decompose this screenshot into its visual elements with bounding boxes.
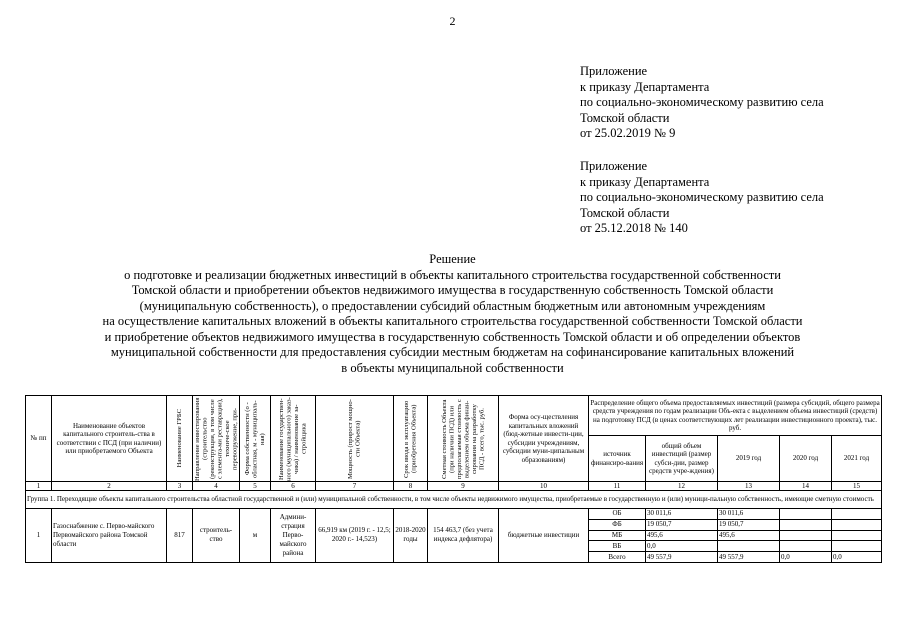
column-number: 13 xyxy=(718,482,780,491)
table-row xyxy=(26,509,882,520)
header-direction xyxy=(193,396,240,482)
funding-2020 xyxy=(780,541,832,552)
row-ownership: м xyxy=(240,509,271,563)
header-funding-source: источник финансиро-вания xyxy=(589,436,646,482)
row-form: бюджетные инвестиции xyxy=(499,509,589,563)
funding-2019: 49 557,9 xyxy=(718,552,780,563)
funding-total: 49 557,9 xyxy=(646,552,718,563)
appendix-line: Приложение xyxy=(580,64,648,78)
funding-2020 xyxy=(780,530,832,541)
decision-line: муниципальной собственности для предоставления субсидии местным бюджетам на софинансирование капитальных вложений xyxy=(110,345,795,359)
header-number: № пп xyxy=(26,396,52,482)
row-cost: 154 463,7 (без учета индекса дефлятора) xyxy=(428,509,499,563)
funding-total: 30 011,6 xyxy=(646,509,718,520)
appendix-line: к приказу Департамента xyxy=(580,174,710,189)
header-year-2019: 2019 год xyxy=(718,436,780,482)
decision-line: на осуществление капитальных вложений в объекты капитального строительства государственной собственности Томской области xyxy=(102,314,803,328)
header-grbs-text: Наименование ГРБС xyxy=(175,409,183,468)
row-customer: Админи-страция Перво-майского района xyxy=(271,509,316,563)
header-customer-text: Наименование государствен-ного (муниципального) заказ-чика) / наименование за-стройщика xyxy=(278,396,308,481)
funding-2020: 0,0 xyxy=(780,552,832,563)
decision-line: (муниципальную собственность), о предоставлении субсидий областным бюджетным или автономным учреждениям xyxy=(139,298,766,313)
appendix-line: от 25.12.2018 № 140 xyxy=(580,221,688,235)
appendix-line: от 25.02.2019 № 9 xyxy=(580,126,676,140)
column-number: 4 xyxy=(193,482,240,491)
header-direction-text: Направление инвестирования (строительство (реконструкция, в том числе с элемента-ми реставрации), техниче-ское перевооружение, при- xyxy=(194,396,239,481)
decision-line: и приобретение объектов недвижимого имущества в государственную собственность Томской области и об определении объектов xyxy=(104,329,801,344)
header-ownership xyxy=(240,396,271,482)
funding-2021 xyxy=(832,530,882,541)
header-term-text: Срок ввода в эксплуатацию (приобретения Объекта) xyxy=(403,399,418,478)
row-capacity: 66,919 км (2019 г. - 12,5; 2020 г.- 14,523) xyxy=(316,509,394,563)
funding-2020 xyxy=(780,509,832,520)
column-number: 3 xyxy=(167,482,193,491)
row-number: 1 xyxy=(26,509,52,563)
appendix-block-1 xyxy=(580,64,824,142)
header-distribution: Распределение общего объема предоставляемых инвестиций (размера субсидий, общего размера средств учреждения по годам реализации Объ-екта с выделением объема инвестиций (средств) на подготовку ПСД (в ценах соответствующих лет реализации инвестиционного проекта), тыс. руб. xyxy=(589,396,882,436)
header-capacity-text: Мощность (прирост мощно-сти Объекта) xyxy=(347,398,362,479)
decision-line: Томской области и приобретении объектов недвижимого имущества в государственную собственность Томской области xyxy=(131,283,774,297)
column-number: 14 xyxy=(780,482,832,491)
row-direction: строитель-ство xyxy=(193,509,240,563)
funding-2021 xyxy=(832,541,882,552)
column-number: 8 xyxy=(394,482,428,491)
header-grbs xyxy=(167,396,193,482)
column-number: 12 xyxy=(646,482,718,491)
funding-source: МБ xyxy=(589,530,646,541)
decision-heading xyxy=(0,252,905,376)
appendix-line: Томской области xyxy=(580,110,670,125)
header-year-2021: 2021 год xyxy=(832,436,882,482)
row-grbs: 817 xyxy=(167,509,193,563)
column-number: 2 xyxy=(52,482,167,491)
funding-total: 495,6 xyxy=(646,530,718,541)
header-cost-text: Сметная стоимость Объекта (при наличии ПСД) или предполагаемая стоимость с выделением объема финан-сирования на разработку ПСД - всего, тыс. руб. xyxy=(440,398,485,479)
header-cost xyxy=(428,396,499,482)
decision-title: Решение xyxy=(429,252,476,266)
appendix-line: по социально-экономическому развитию села xyxy=(580,95,824,109)
funding-2020 xyxy=(780,519,832,530)
decision-line: о подготовке и реализации бюджетных инвестиций в объекты капитального строительства государственной собственности xyxy=(124,267,781,282)
header-year-2020: 2020 год xyxy=(780,436,832,482)
appendix-line: Томской области xyxy=(580,205,670,220)
funding-2019: 19 050,7 xyxy=(718,519,780,530)
page-number: 2 xyxy=(449,14,456,28)
decision-line: в объекты муниципальной собственности xyxy=(341,360,564,375)
funding-source: ФБ xyxy=(589,519,646,530)
header-capacity xyxy=(316,396,394,482)
appendix-block-2 xyxy=(580,159,824,237)
column-number: 9 xyxy=(428,482,499,491)
funding-2021 xyxy=(832,519,882,530)
header-ownership-text: Форма собственности (о - областная, м - муниципаль-ная) xyxy=(243,399,266,478)
funding-source: Всего xyxy=(589,552,646,563)
funding-source: ВБ xyxy=(589,541,646,552)
group-title: Группа 1. Переходящие объекты капитального строительства областной государственной и (или) муниципальной собственности, в том числе объекты недвижимого имущества, приобретаемые в государственную и (или) муници-пальную собственность, имеющие сметную стоимость xyxy=(26,491,882,509)
header-total-volume: общий объем инвестиций (размер субси-дии, размер средств учре-ждения) xyxy=(646,436,718,482)
column-number: 10 xyxy=(499,482,589,491)
funding-2019 xyxy=(718,541,780,552)
row-term: 2018-2020 годы xyxy=(394,509,428,563)
funding-2019: 30 011,6 xyxy=(718,509,780,520)
column-number: 7 xyxy=(316,482,394,491)
column-number: 1 xyxy=(26,482,52,491)
funding-2019: 495,6 xyxy=(718,530,780,541)
column-number: 6 xyxy=(271,482,316,491)
appendix-line: Приложение xyxy=(580,159,648,173)
funding-2021 xyxy=(832,509,882,520)
appendix-line: к приказу Департамента xyxy=(580,79,710,94)
funding-total: 0,0 xyxy=(646,541,718,552)
row-object-name: Газоснабжение с. Перво-майского Первомайского района Томской области xyxy=(52,509,167,563)
header-term xyxy=(394,396,428,482)
header-form: Форма осу-ществления капитальных вложений (бюд-жетные инвести-ции, субсидии учреждениям, субсидии муни-ципальным образованиям) xyxy=(499,396,589,482)
column-number: 11 xyxy=(589,482,646,491)
column-number: 15 xyxy=(832,482,882,491)
column-number-row xyxy=(26,482,882,491)
header-object-name: Наименование объектов капитального строитель-ства в соответствии с ПСД (при наличии) или приобретаемого Объекта xyxy=(52,396,167,482)
group-row xyxy=(26,491,882,509)
funding-total: 19 050,7 xyxy=(646,519,718,530)
column-number: 5 xyxy=(240,482,271,491)
funding-source: ОБ xyxy=(589,509,646,520)
header-customer xyxy=(271,396,316,482)
appendix-line: по социально-экономическому развитию села xyxy=(580,190,824,204)
funding-2021: 0,0 xyxy=(832,552,882,563)
investment-table xyxy=(25,395,882,563)
